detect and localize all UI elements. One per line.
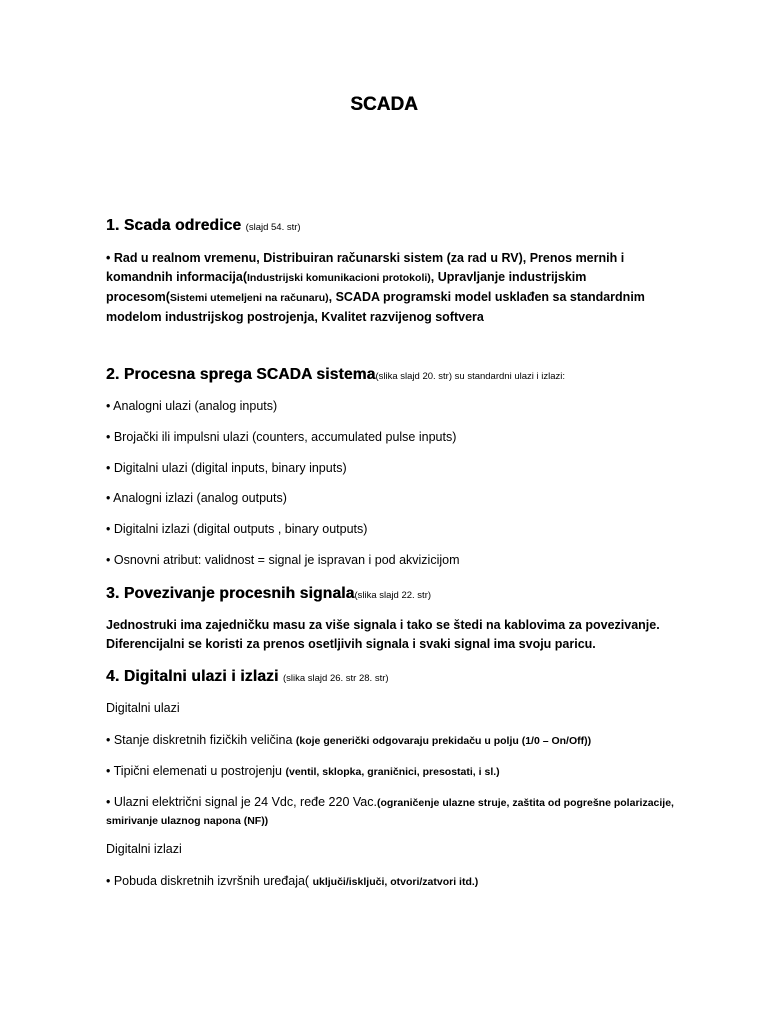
subheading-digital-inputs: Digitalni ulazi (106, 701, 180, 715)
d-in-3b: (ograničenje ulazne struje, zaštita od pogrešne polarizacije, smirivanje ulaznog napona (NF)) (106, 797, 674, 827)
section-2-note: (slika slajd 20. str) su standardni ulazi i izlazi: (375, 371, 565, 382)
section-1-heading-row (106, 217, 676, 235)
section-2-heading-row (106, 366, 676, 384)
d-out-1a: • Pobuda diskretnih izvršnih uređaja( (106, 874, 310, 888)
document-title: SCADA (350, 94, 418, 115)
d-in-3a: • Ulazni električni signal je 24 Vdc, ređe 220 Vac. (106, 795, 377, 809)
list-item: • Brojački ili impulsni ulazi (counters, accumulated pulse inputs) (106, 430, 457, 444)
list-item: • Analogni izlazi (analog outputs) (106, 491, 287, 505)
list-item: • Digitalni ulazi (digital inputs, binary inputs) (106, 461, 347, 475)
section-3-note: (slika slajd 22. str) (354, 590, 432, 601)
section-2-heading: 2. Procesna sprega SCADA sistema (106, 366, 376, 383)
list-item (106, 762, 676, 782)
s1-text-d: Sistemi utemeljeni na računaru) (169, 292, 329, 304)
section-1-paragraph (106, 249, 676, 327)
section-3-paragraph: Jednostruki ima zajedničku masu za više signala i tako se štedi na kablovima za povezivanje. Diferencijalni se koristi za prenos osetljivih signala i svaki signal ima svoju paricu. (106, 618, 660, 651)
list-item: • Analogni ulazi (analog inputs) (106, 399, 278, 413)
d-in-2b: (ventil, sklopka, graničnici, presostati, i sl.) (285, 766, 500, 778)
s1-text-b: Industrijski komunikacioni protokoli) (247, 272, 431, 284)
section-4-heading-row (106, 668, 676, 686)
list-item: • Digitalni izlazi (digital outputs , binary outputs) (106, 522, 368, 536)
s1-text-a: • Rad u realnom vremenu, Distribuiran računarski sistem (za rad u RV), Prenos mernih i komandnih informacija( (106, 251, 625, 284)
d-out-1b: uključi/isključi, otvori/zatvori itd.) (312, 876, 479, 888)
d-in-1a: • Stanje diskretnih fizičkih veličina (106, 733, 293, 747)
d-in-1b: (koje generički odgovaraju prekidaču u polju (1/0 – On/Off)) (295, 735, 592, 747)
d-in-2a: • Tipični elemenati u postrojenju (106, 764, 283, 778)
section-4-note: (slika slajd 26. str 28. str) (282, 673, 389, 684)
section-4-heading: 4. Digitalni ulazi i izlazi (106, 668, 279, 685)
list-item (106, 731, 676, 751)
s1-text-e: , SCADA programski model usklađen sa standardnim modelom industrijskog postrojenja, Kvalitet razvijenog softvera (106, 290, 645, 324)
section-3-heading-row (106, 585, 676, 603)
section-1-note: (slajd 54. str) (245, 222, 301, 233)
s1-text-c: , Upravljanje industrijskim procesom( (106, 270, 587, 304)
list-item: • Osnovni atribut: validnost = signal je ispravan i pod akvizicijom (106, 553, 460, 567)
list-item (106, 872, 676, 892)
section-3-heading: 3. Povezivanje procesnih signala (106, 585, 355, 602)
section-1-heading: 1. Scada odredice (106, 217, 242, 234)
list-item (106, 794, 676, 830)
subheading-digital-outputs: Digitalni izlazi (106, 842, 182, 856)
